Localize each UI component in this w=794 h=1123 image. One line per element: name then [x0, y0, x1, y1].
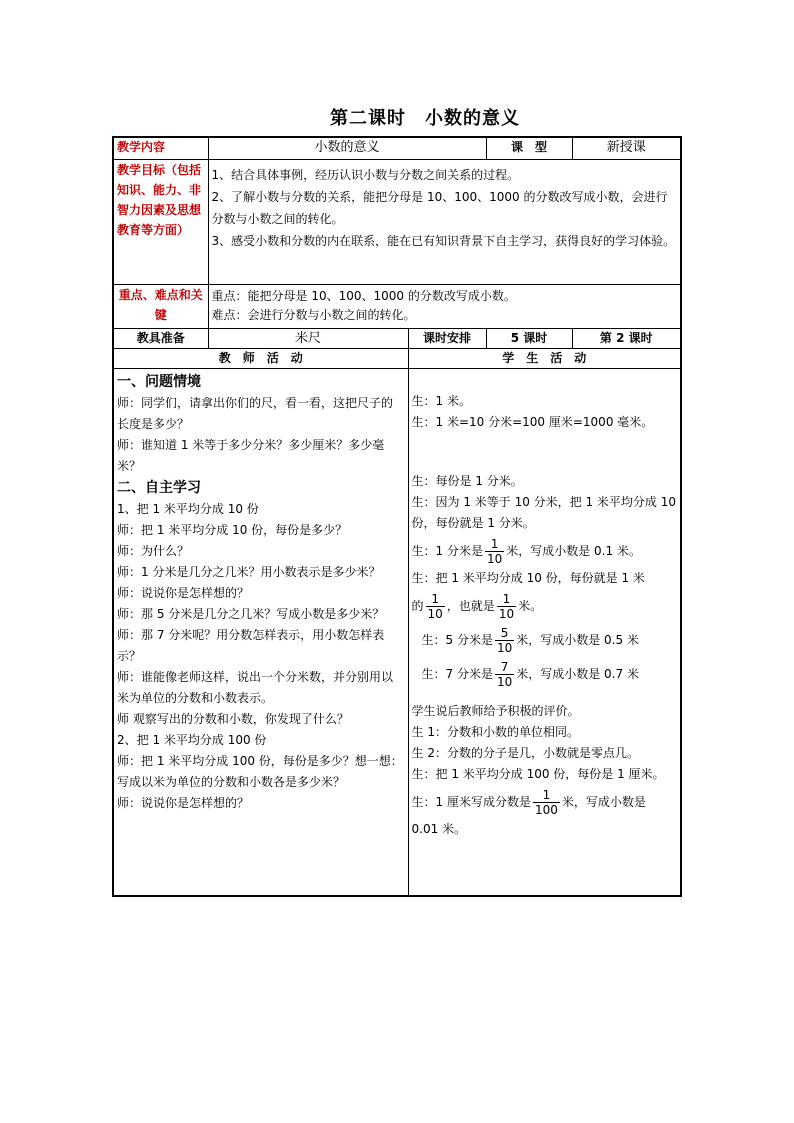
answer-text: 生：1 厘米写成分数是 [411, 794, 531, 809]
content-value: 小数的意义 [208, 137, 486, 159]
step-heading: 1、把 1 米平均分成 10 份 [117, 501, 259, 516]
schedule-current: 第 2 课时 [572, 328, 681, 348]
student-answer: 生：1 米=10 分米=100 厘米=1000 毫米。 [411, 414, 654, 429]
objective-item: 1、结合具体事例，经历认识小数与分数之间关系的过程。 [211, 167, 520, 182]
fraction-denominator: 10 [496, 640, 513, 655]
teacher-question: 师：把 1 米平均分成 100 份，每份是多少？想一想：写成以米为单位的分数和小数各是多少米？ [117, 753, 403, 789]
teacher-question: 师：那 5 分米是几分之几米？写成小数是多少米？ [117, 606, 385, 621]
student-answer: 生：把 1 米平均分成 100 份，每份是 1 厘米。 [411, 766, 665, 781]
fraction-denominator: 10 [427, 606, 443, 621]
student-answer-fraction [412, 657, 678, 691]
spacer [412, 691, 678, 701]
fraction-denominator: 100 [534, 802, 558, 817]
teacher-question: 师：谁能像老师这样，说出一个分米数，并分别用以米为单位的分数和小数表示。 [117, 669, 394, 705]
key-points-content [208, 284, 681, 328]
fraction [495, 626, 514, 655]
objective-item: 2、了解小数与分数的关系，能把分母是 10、100、1000 的分数改写成小数，会进行分数与小数之间的转化。 [211, 189, 668, 226]
type-label: 课 型 [486, 137, 572, 159]
student-answer: 生 2：分数的分子是几，小数就是零点几。 [411, 745, 639, 760]
fraction-numerator: 5 [495, 626, 514, 641]
step-heading: 2、把 1 米平均分成 100 份 [117, 732, 267, 747]
spacer [412, 433, 678, 452]
page-title: 第二课时 小数的意义 [330, 108, 520, 129]
objectives-label-text: 教学目标（包括知识、能力、非智力因素及思想教育等方面） [117, 162, 202, 237]
teacher-question: 师：为什么？ [117, 543, 190, 558]
fraction-numerator: 7 [495, 660, 514, 675]
student-answer: 生：因为 1 米等于 10 分米，把 1 米平均分成 10 份，每份就是 1 分米。 [411, 494, 677, 530]
tools-label: 教具准备 [113, 328, 208, 348]
fraction-denominator: 10 [486, 551, 503, 566]
teacher-question: 师：把 1 米平均分成 10 份，每份是多少？ [117, 522, 348, 537]
teacher-question: 师：1 分米是几分之几米？用小数表示是多少米？ [117, 564, 381, 579]
student-answer: 生 1：分数和小数的单位相同。 [411, 724, 579, 739]
teacher-question: 师：同学们，请拿出你们的尺，看一看，这把尺子的长度是多少？ [117, 395, 394, 431]
fraction-denominator: 10 [496, 674, 513, 689]
tools-value: 米尺 [208, 328, 408, 348]
student-answer-fraction [412, 785, 678, 819]
schedule-total: 5 课时 [486, 328, 572, 348]
teacher-question: 师 观察写出的分数和小数，你发现了什么？ [117, 711, 349, 726]
answer-text: 米。 [518, 598, 543, 613]
objectives-content [208, 159, 681, 284]
schedule-label: 课时安排 [408, 328, 486, 348]
activity-row [113, 368, 681, 896]
fraction-numerator: 1 [533, 788, 560, 803]
teacher-question: 师：那 7 分米呢？用分数怎样表示，用小数怎样表示？ [117, 627, 385, 663]
lesson-plan-table [112, 136, 682, 897]
student-activity-header: 学 生 活 动 [408, 348, 681, 368]
fraction-numerator: 1 [426, 592, 445, 607]
key-point: 重点：能把分母是 10、100、1000 的分数改写成小数。 [211, 288, 516, 303]
fraction [495, 660, 514, 689]
spacer [412, 452, 678, 471]
student-answer-fraction [412, 623, 678, 657]
fraction-numerator: 1 [497, 592, 516, 607]
answer-text: 生：5 分米是 [421, 632, 493, 647]
teacher-activities [113, 368, 408, 896]
answer-text: 生：1 分米是 [411, 543, 483, 558]
answer-text: 米，写成小数是 0.1 米。 [506, 543, 641, 558]
student-activities [408, 368, 681, 896]
student-answer-fraction [412, 589, 678, 623]
activity-header-row [113, 348, 681, 368]
fraction-denominator: 10 [498, 606, 515, 621]
teacher-question: 师：说说你是怎样想的？ [117, 585, 250, 600]
content-row [113, 137, 681, 159]
key-points-row [113, 284, 681, 328]
type-value: 新授课 [572, 137, 681, 159]
section-heading: 二、自主学习 [117, 479, 201, 496]
student-answer-fraction [412, 534, 678, 568]
fraction [426, 592, 445, 621]
student-answer: 生：1 米。 [411, 393, 471, 408]
fraction [497, 592, 516, 621]
fraction [533, 788, 560, 817]
answer-text: ，也就是 [446, 598, 495, 613]
answer-text: 米，写成小数是 [561, 794, 646, 809]
answer-text: 米，写成小数是 0.5 米 [516, 632, 639, 647]
fraction [485, 537, 504, 566]
teacher-question: 师：说说你是怎样想的？ [117, 795, 250, 810]
prep-row [113, 328, 681, 348]
content-label: 教学内容 [113, 137, 208, 159]
objectives-row [113, 159, 681, 284]
answer-text: 米，写成小数是 0.7 米 [516, 666, 639, 681]
section-heading: 一、问题情境 [117, 373, 201, 390]
student-answer: 0.01 米。 [411, 821, 467, 836]
student-answer: 学生说后教师给予积极的评价。 [411, 703, 580, 718]
objective-item: 3、感受小数和分数的内在联系，能在已有知识背景下自主学习，获得良好的学习体验。 [211, 233, 676, 248]
student-answer: 生：每份是 1 分米。 [411, 473, 523, 488]
answer-text: 的 [411, 598, 424, 613]
teacher-question: 师：谁知道 1 米等于多少分米？多少厘米？多少毫米？ [117, 437, 385, 473]
teacher-activity-header: 教 师 活 动 [113, 348, 408, 368]
answer-text: 生：7 分米是 [421, 666, 493, 681]
objectives-label [113, 159, 208, 284]
key-points-label: 重点、难点和关键 [113, 284, 208, 328]
fraction-numerator: 1 [485, 537, 504, 552]
student-answer: 生：把 1 米平均分成 10 份，每份就是 1 米 [411, 570, 645, 585]
difficulty-point: 难点：会进行分数与小数之间的转化。 [211, 307, 416, 322]
